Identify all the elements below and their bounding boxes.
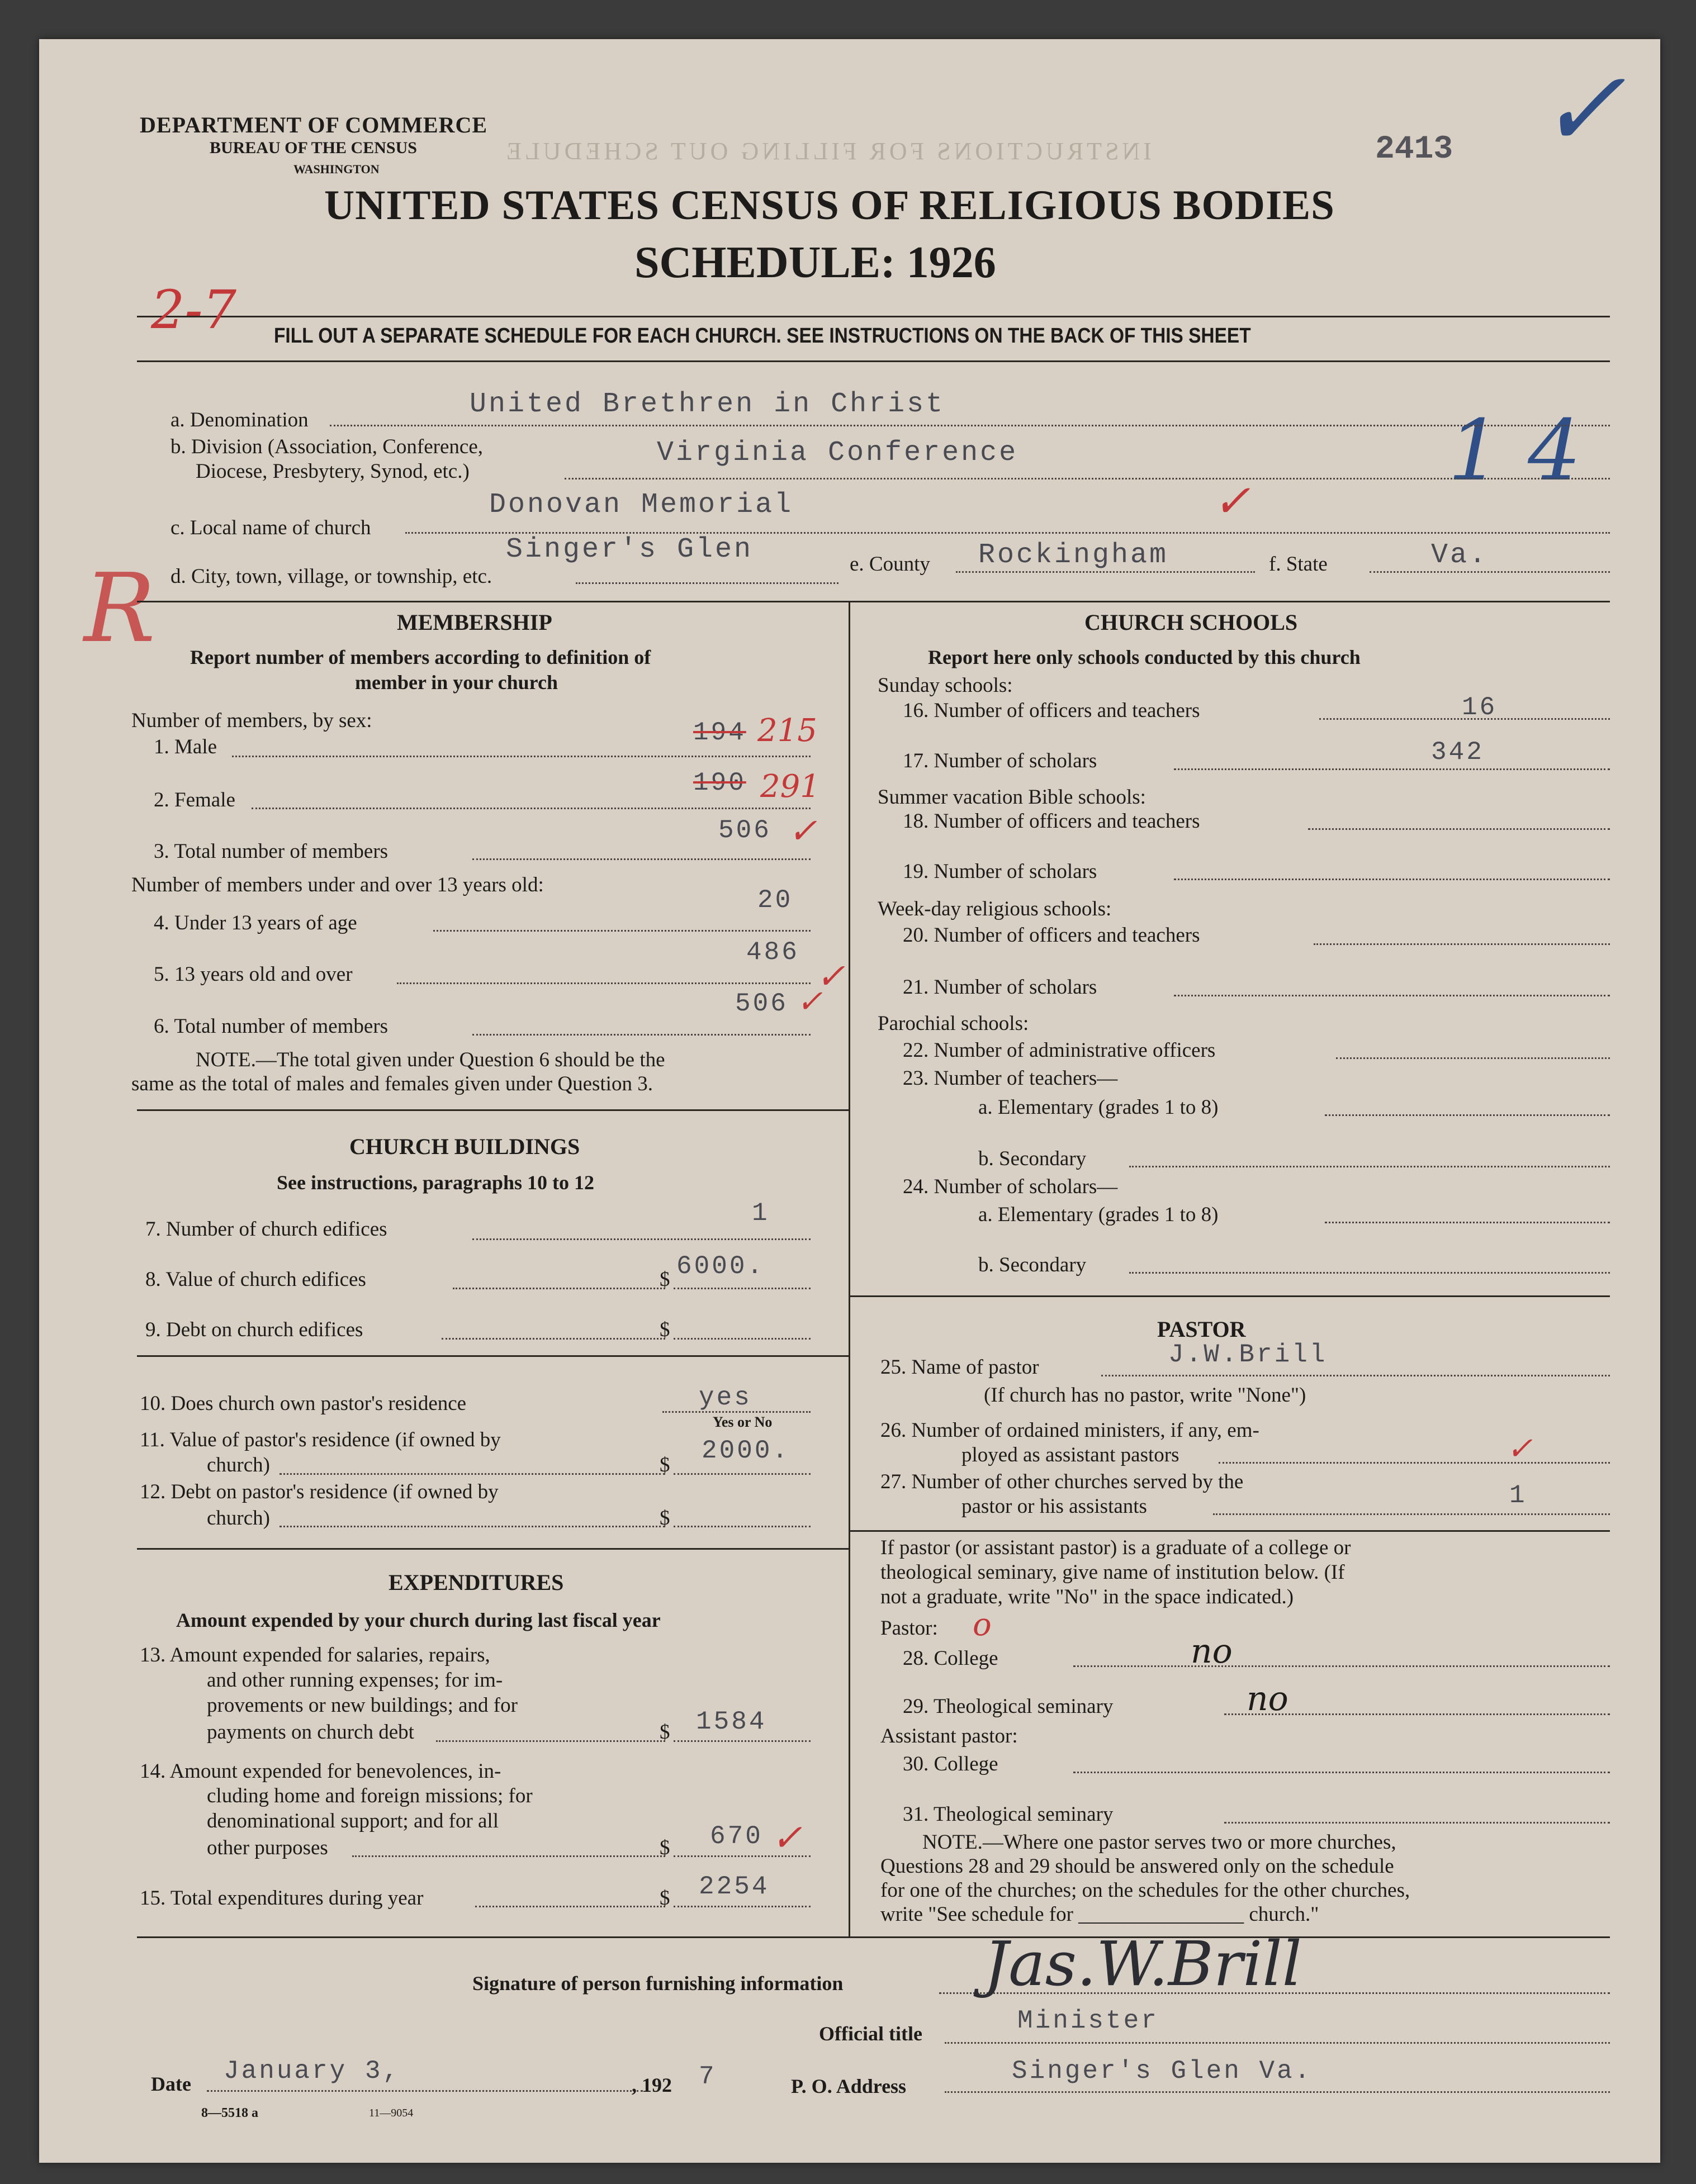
q14-label-4: other purposes — [207, 1836, 328, 1859]
expenditures-heading: EXPENDITURES — [389, 1570, 564, 1595]
q29-value[interactable]: no — [1247, 1679, 1288, 1718]
buildings-heading: CHURCH BUILDINGS — [349, 1134, 580, 1159]
q8-label: 8. Value of church edifices — [145, 1268, 366, 1291]
q13-label-2: and other running expenses; for im- — [207, 1669, 503, 1692]
q15-value[interactable]: 2254 — [699, 1872, 770, 1901]
red-check-mark: ✓ — [1213, 475, 1251, 527]
q27-label-1: 27. Number of other churches served by the — [880, 1470, 1244, 1493]
parochial-schools-label: Parochial schools: — [878, 1012, 1029, 1035]
q10-hint: Yes or No — [713, 1414, 773, 1430]
state-value[interactable]: Va. — [1431, 539, 1489, 571]
q31-label: 31. Theological seminary — [903, 1803, 1114, 1826]
q3-total-value[interactable]: 506 — [718, 816, 771, 845]
official-title-label: Official title — [819, 2022, 922, 2045]
q19-label: 19. Number of scholars — [903, 860, 1097, 883]
q26-check-mark: ✓ — [1506, 1431, 1533, 1467]
q24a-label: a. Elementary (grades 1 to 8) — [978, 1203, 1219, 1226]
q10-value[interactable]: yes — [699, 1383, 752, 1412]
q21-label: 21. Number of scholars — [903, 976, 1097, 999]
print-code: 11—9054 — [369, 2107, 414, 2119]
q13-label-1: 13. Amount expended for salaries, repairs, — [140, 1644, 490, 1667]
membership-sub-2: member in your church — [355, 671, 558, 694]
q5-check-mark: ✓ — [816, 956, 845, 996]
q15-label: 15. Total expenditures during year — [140, 1887, 424, 1910]
assistant-pastor-subheading: Assistant pastor: — [880, 1725, 1018, 1748]
official-title-value[interactable]: Minister — [1017, 2006, 1159, 2035]
membership-sub-1: Report number of members according to definition of — [190, 646, 651, 668]
q4-label: 4. Under 13 years of age — [154, 911, 357, 934]
q2-female-value[interactable]: 291 — [760, 768, 820, 805]
graduate-instruction-1: If pastor (or assistant pastor) is a graduate of a college or — [880, 1536, 1351, 1559]
serial-number: 2413 — [1375, 131, 1453, 168]
city-value[interactable]: Singer's Glen — [506, 534, 754, 566]
q16-value[interactable]: 16 — [1462, 693, 1498, 722]
po-address-label: P. O. Address — [791, 2075, 907, 2097]
schedule-title: SCHEDULE: 1926 — [634, 238, 996, 287]
q7-value[interactable]: 1 — [752, 1199, 770, 1228]
q24-label: 24. Number of scholars— — [903, 1175, 1118, 1198]
q25-value[interactable]: J.W.Brill — [1168, 1340, 1328, 1369]
q13-label-3: provements or new buildings; and for — [207, 1694, 518, 1717]
year-digit[interactable]: 7 — [699, 2062, 717, 2091]
q23a-label: a. Elementary (grades 1 to 8) — [978, 1096, 1219, 1119]
census-schedule-sheet — [39, 39, 1660, 2163]
q11-dollar: $ — [660, 1454, 670, 1476]
q27-label-2: pastor or his assistants — [961, 1495, 1147, 1518]
blue-number-annotation: 1 4 — [1448, 402, 1581, 500]
county-value[interactable]: Rockingham — [978, 539, 1169, 571]
q16-label: 16. Number of officers and teachers — [903, 699, 1200, 722]
schools-heading: CHURCH SCHOOLS — [1084, 610, 1298, 635]
blue-check-annotation: ✓ — [1537, 48, 1627, 171]
q25-label: 25. Name of pastor — [880, 1356, 1039, 1379]
q1-male-value[interactable]: 215 — [757, 713, 817, 749]
summer-schools-label: Summer vacation Bible schools: — [878, 786, 1146, 809]
department-line: DEPARTMENT OF COMMERCE — [140, 112, 488, 137]
q17-label: 17. Number of scholars — [903, 749, 1097, 772]
city-line: WASHINGTON — [293, 162, 380, 176]
signature-label: Signature of person furnishing information — [472, 1972, 844, 1995]
age-heading: Number of members under and over 13 years old: — [131, 873, 544, 896]
q8-dollar: $ — [660, 1268, 670, 1291]
date-label: Date — [151, 2073, 191, 2095]
q26-label-1: 26. Number of ordained ministers, if any, em- — [880, 1419, 1259, 1442]
q11-label-2: church) — [207, 1454, 270, 1476]
form-title: UNITED STATES CENSUS OF RELIGIOUS BODIES — [324, 182, 1335, 229]
q13-label-4: payments on church debt — [207, 1721, 414, 1744]
q13-value[interactable]: 1584 — [696, 1707, 767, 1736]
weekday-schools-label: Week-day religious schools: — [878, 898, 1112, 920]
q14-check-mark: ✓ — [771, 1816, 803, 1859]
pastor-note-1: NOTE.—Where one pastor serves two or more churches, — [922, 1831, 1396, 1854]
form-code: 8—5518 a — [201, 2106, 258, 2120]
church-name-label: c. Local name of church — [170, 516, 371, 539]
members-by-sex-label: Number of members, by sex: — [131, 709, 372, 732]
q12-dollar: $ — [660, 1507, 670, 1530]
q12-label-1: 12. Debt on pastor's residence (if owned by — [140, 1480, 499, 1503]
q7-label: 7. Number of church edifices — [145, 1218, 387, 1241]
church-name-value[interactable]: Donovan Memorial — [489, 489, 794, 521]
q27-value[interactable]: 1 — [1509, 1481, 1527, 1510]
general-instruction: FILL OUT A SEPARATE SCHEDULE FOR EACH CHURCH. SEE INSTRUCTIONS ON THE BACK OF THIS SHEET — [274, 324, 1251, 348]
signature-value[interactable]: Jas.W.Brill — [984, 1928, 1302, 2000]
schools-sub: Report here only schools conducted by this church — [928, 646, 1361, 668]
pastor-note-3: for one of the churches; on the schedules for the other churches, — [880, 1879, 1410, 1902]
q9-dollar: $ — [660, 1318, 670, 1341]
pastor-note-2: Questions 28 and 29 should be answered only on the schedule — [880, 1855, 1394, 1878]
county-label: e. County — [850, 553, 930, 576]
q4-value[interactable]: 20 — [757, 886, 793, 915]
pastor-subheading: Pastor: — [880, 1617, 938, 1640]
bureau-line: BUREAU OF THE CENSUS — [210, 139, 417, 157]
pastor-note-4: write "See schedule for ________________ church." — [880, 1903, 1319, 1926]
q2-struck-value: 190 — [693, 768, 746, 797]
buildings-sub: See instructions, paragraphs 10 to 12 — [277, 1171, 595, 1194]
q15-dollar: $ — [660, 1887, 670, 1910]
q1-male-label: 1. Male — [154, 735, 217, 758]
graduate-instruction-2: theological seminary, give name of institution below. (If — [880, 1561, 1345, 1584]
q14-label-1: 14. Amount expended for benevolences, in- — [140, 1760, 501, 1783]
denomination-label: a. Denomination — [170, 409, 309, 431]
q6-value[interactable]: 506 — [735, 989, 788, 1018]
q14-value[interactable]: 670 — [710, 1822, 763, 1851]
q20-label: 20. Number of officers and teachers — [903, 924, 1200, 947]
date-value[interactable]: January 3, — [224, 2057, 401, 2086]
q6-label: 6. Total number of members — [154, 1015, 389, 1038]
bleed-through-heading: INSTRUCTIONS FOR FILLING OUT SCHEDULE — [503, 137, 1152, 165]
q9-label: 9. Debt on church edifices — [145, 1318, 363, 1341]
q14-label-2: cluding home and foreign missions; for — [207, 1784, 533, 1807]
denomination-value[interactable]: United Brethren in Christ — [470, 388, 945, 420]
membership-note-2: same as the total of males and females given under Question 3. — [131, 1072, 653, 1095]
membership-note-1: NOTE.—The total given under Question 6 should be the — [196, 1048, 665, 1071]
q5-label: 5. 13 years old and over — [154, 963, 353, 986]
q28-label: 28. College — [903, 1647, 998, 1670]
q24b-label: b. Secondary — [978, 1254, 1087, 1276]
sunday-schools-label: Sunday schools: — [878, 674, 1013, 697]
q11-label-1: 11. Value of pastor's residence (if owned by — [140, 1428, 501, 1451]
q25-hint: (If church has no pastor, write "None") — [984, 1384, 1306, 1407]
q14-dollar: $ — [660, 1836, 670, 1859]
year-prefix: , 192 — [632, 2074, 672, 2096]
city-label: d. City, town, village, or township, etc. — [170, 565, 492, 588]
q12-label-2: church) — [207, 1507, 270, 1530]
division-label: b. Division (Association, Conference, — [170, 435, 483, 458]
po-address-value[interactable]: Singer's Glen Va. — [1012, 2057, 1313, 2086]
q17-value[interactable]: 342 — [1431, 738, 1484, 767]
pastor-red-mark: o — [973, 1607, 992, 1643]
red-letter-annotation: R — [84, 553, 155, 664]
q28-value[interactable]: no — [1191, 1632, 1233, 1671]
q6-check-mark: ✓ — [797, 984, 823, 1020]
expenditures-sub: Amount expended by your church during last fiscal year — [176, 1609, 661, 1631]
q13-dollar: $ — [660, 1721, 670, 1744]
pastor-heading: PASTOR — [1157, 1317, 1246, 1342]
graduate-instruction-3: not a graduate, write "No" in the space indicated.) — [880, 1585, 1294, 1608]
q5-value[interactable]: 486 — [746, 938, 799, 967]
q29-label: 29. Theological seminary — [903, 1695, 1114, 1718]
q10-label: 10. Does church own pastor's residence — [140, 1392, 467, 1415]
q22-label: 22. Number of administrative officers — [903, 1039, 1216, 1062]
q23b-label: b. Secondary — [978, 1147, 1087, 1170]
q3-check-mark: ✓ — [788, 810, 817, 851]
q14-label-3: denominational support; and for all — [207, 1810, 499, 1832]
q2-female-label: 2. Female — [154, 789, 235, 811]
state-label: f. State — [1269, 553, 1328, 576]
q8-value[interactable]: 6000. — [676, 1252, 765, 1281]
division-value[interactable]: Virginia Conference — [657, 437, 1018, 469]
q23-label: 23. Number of teachers— — [903, 1067, 1118, 1090]
division-label-2: Diocese, Presbytery, Synod, etc.) — [196, 460, 470, 483]
q26-label-2: ployed as assistant pastors — [961, 1444, 1179, 1466]
q18-label: 18. Number of officers and teachers — [903, 810, 1200, 833]
red-code-annotation: 2-7 — [151, 279, 236, 341]
q30-label: 30. College — [903, 1753, 998, 1775]
q3-total-label: 3. Total number of members — [154, 840, 389, 863]
q11-value[interactable]: 2000. — [702, 1436, 790, 1465]
membership-heading: MEMBERSHIP — [397, 610, 552, 635]
q1-struck-value: 194 — [693, 718, 746, 747]
